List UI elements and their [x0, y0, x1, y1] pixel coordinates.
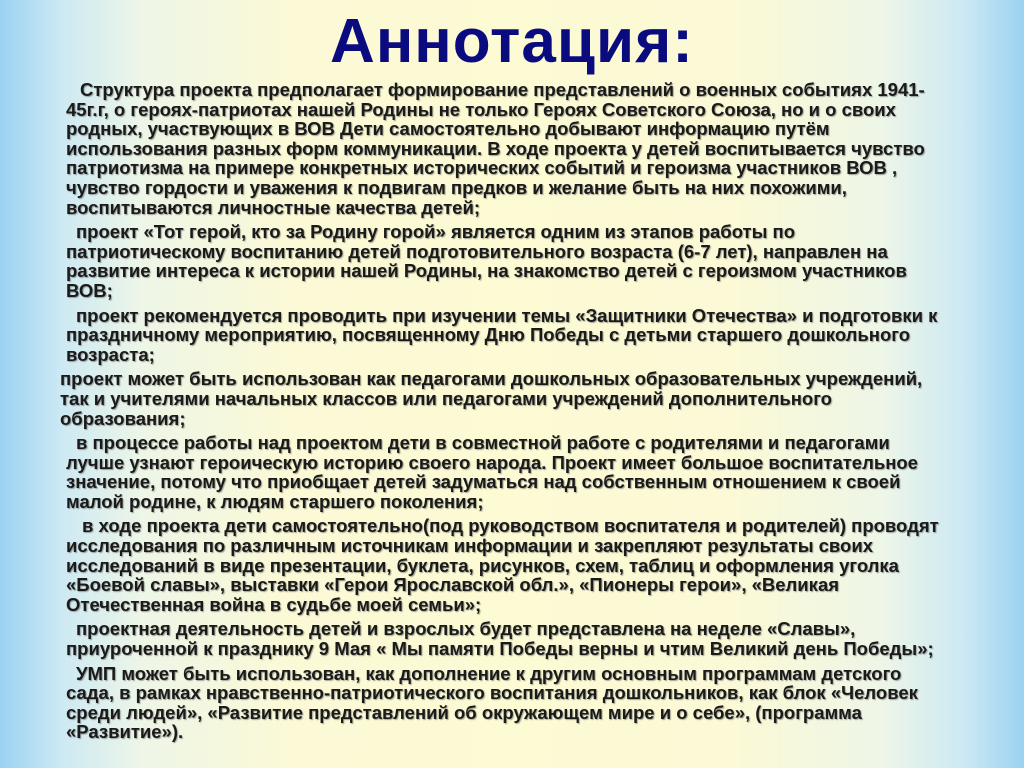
annotation-paragraph: УМП может быть использован, как дополнение к другим основным программам детского сада, в рамках нравственно-патриотического воспитания дошкольников, как блок «Человек среди людей», «Развитие представлений об окружающем мире и о себе», (программа «Развитие»).	[66, 662, 918, 743]
annotation-paragraph: в ходе проекта дети самостоятельно(под руководством воспитателя и родителей) проводят исследования по различным источникам информации и закрепляют результаты своих исследований в виде презентации, буклета, рисунков, схем, таблиц и оформления уголка «Боевой славы», выставки «Герои Ярославской обл.», «Пионеры герои», «Великая Отечественная война в судьбе моей семьи»;	[66, 515, 939, 615]
annotation-paragraph: проект «Тот герой, кто за Родину горой» является одним из этапов работы по патриотическому воспитанию детей подготовительного возраста (6-7 лет), направлен на развитие интереса к истории нашей Родины, на знакомство детей с героизмом участников ВОВ;	[66, 221, 907, 301]
annotation-paragraph: проектная деятельность детей и взрослых будет представлена на неделе «Славы», приуроченной к празднику 9 Мая « Мы памяти Победы верны и чтим Великий день Победы»;	[66, 618, 934, 660]
annotation-body	[60, 79, 946, 747]
annotation-paragraph: проект рекомендуется проводить при изучении темы «Защитники Отечества» и подготовки к праздничному мероприятию, посвященному Дню Победы с детьми старшего дошкольного возраста;	[66, 304, 938, 365]
annotation-paragraph: проект может быть использован как педагогами дошкольных образовательных учреждений, так и учителями начальных классов или педагогами учреждений дополнительного образования;	[60, 368, 923, 429]
slide-title: Аннотация:	[330, 7, 694, 76]
annotation-paragraph: Структура проекта предполагает формирование представлений о военных событиях 1941-45г.г, о героях-патриотах нашей Родины не только Героях Советского Союза, но и о своих родных, участвующих в ВОВ Дети самостоятельно добывают информацию путём использования разных форм коммуникации. В ходе проекта у детей воспитывается чувство патриотизма на примере конкретных исторических событий и героизма участников ВОВ , чувство гордости и уважения к подвигам предков и желание быть на них похожими, воспитываются личностные качества детей;	[66, 79, 925, 218]
annotation-paragraph: в процессе работы над проектом дети в совместной работе с родителями и педагогами лучше узнают героическую историю своего народа. Проект имеет большое воспитательное значение, потому что приобщает детей задуматься над собственным отношением к своей малой родине, к людям старшего поколения;	[66, 432, 918, 512]
